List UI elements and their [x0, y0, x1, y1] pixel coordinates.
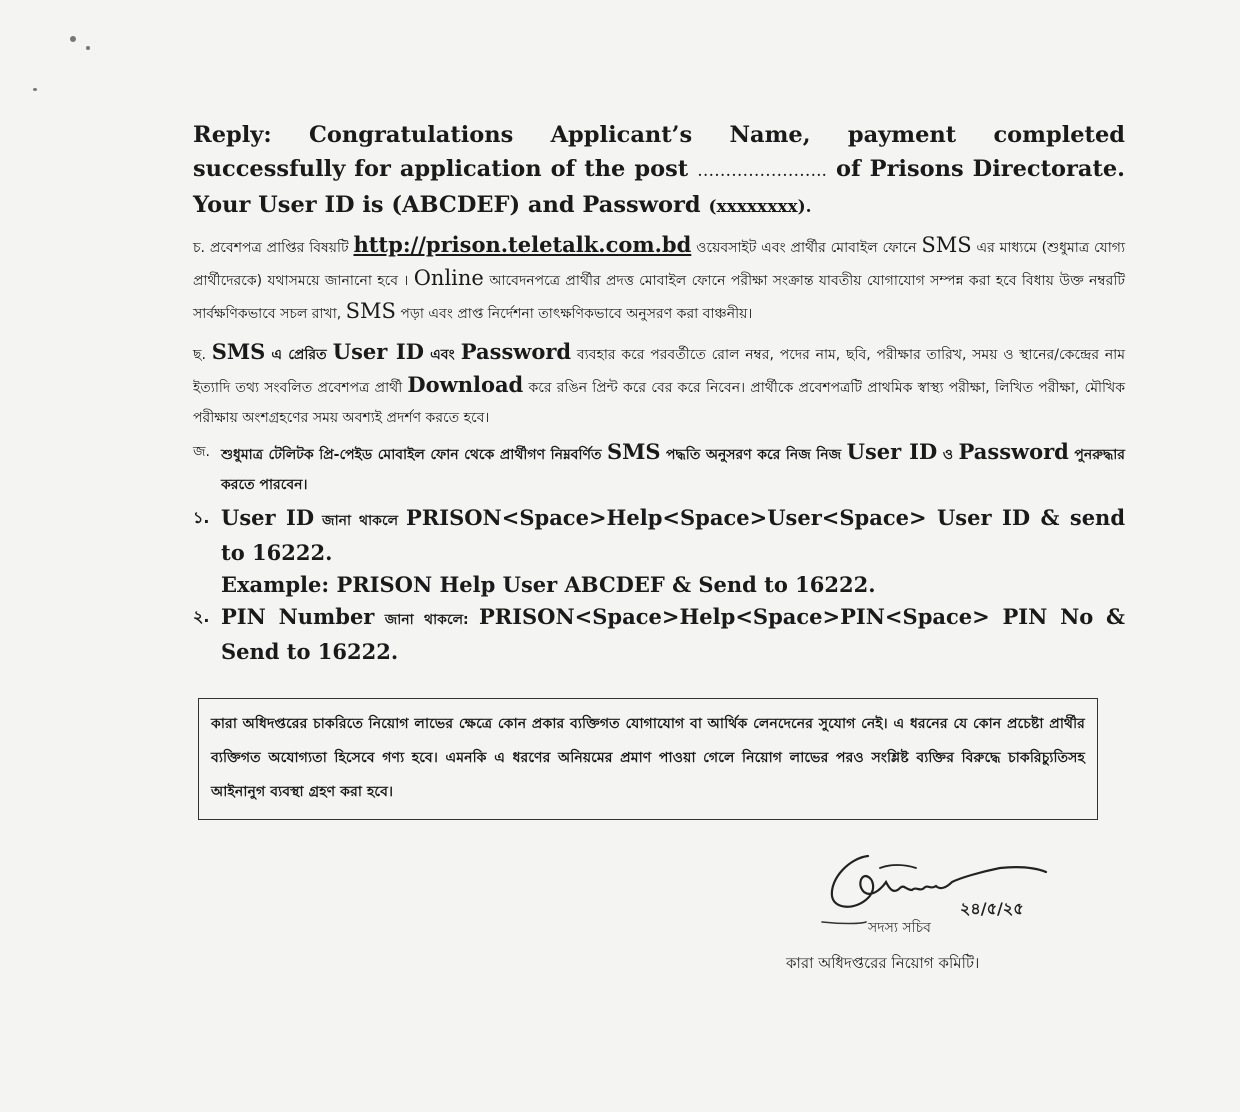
section-ja-text-part: পদ্ধতি অনুসরণ করে নিজ নিজ	[660, 447, 847, 463]
password-value: (xxxxxxxx).	[708, 197, 812, 217]
section-cha-text: প্রবেশপত্র প্রাপ্তির বিষয়টি	[205, 240, 354, 256]
sms-term: SMS	[345, 299, 396, 323]
step-2-text	[221, 601, 1125, 668]
signatory-title: সদস্য সচিব	[868, 920, 931, 936]
step-user-id	[193, 502, 1125, 569]
download-term: Download	[407, 372, 524, 397]
document-body	[193, 118, 1125, 668]
step-2-command: PRISON<Space>Help<Space>PIN<Space> PIN No & Send to 16222.	[221, 604, 1126, 664]
post-blank: …………………..	[697, 161, 827, 181]
section-cha-text: পড়া এবং প্রাপ্ত নির্দেশনা তাৎক্ষণিকভাবে অনুসরণ করা বাঞ্চনীয়।	[395, 306, 753, 322]
section-ja	[193, 437, 1125, 500]
step-1-command: PRISON<Space>Help<Space>User<Space> User ID & send to 16222.	[221, 505, 1126, 565]
scan-speck	[33, 88, 37, 91]
section-chha-text: ব্যবহার করে পরবর্তীতে রোল নম্বর, পদের নাম, ছবি, পরীক্ষার তারিখ, সময় ও স্থানের/কেন্দ্রের নাম ইত্যাদি তথ্য সংবলিত প্রবেশপত্র প্রার্থী	[193, 347, 1126, 396]
section-chha	[193, 337, 1125, 433]
recovery-steps	[193, 502, 1125, 668]
reply-text-part1: Congratulations Applicant’s Name, payment completed successfully for application of the post	[193, 122, 1125, 182]
section-ja-text-part: পুনরুদ্ধার করতে পারবেন।	[221, 447, 1125, 493]
sms-term: SMS	[921, 233, 972, 257]
step-2-marker: ২.	[193, 607, 210, 626]
website-link[interactable]: http://prison.teletalk.com.bd	[353, 232, 692, 257]
sms-term: SMS	[606, 439, 661, 464]
scan-speck	[70, 36, 76, 42]
section-ja-text	[221, 437, 1125, 500]
password-term: Password	[460, 339, 572, 364]
reply-label: Reply:	[193, 122, 272, 148]
user-id-term: User ID	[846, 439, 938, 464]
step-1-text	[221, 502, 1125, 569]
reply-paragraph	[193, 118, 1125, 224]
scan-speck	[86, 46, 90, 50]
reply-text-part2: of Prisons Directorate. Your User ID is (ABCDEF) and Password	[193, 156, 1125, 218]
user-id-term: User ID	[332, 339, 424, 364]
step-2-bangla: জানা থাকলে:	[374, 612, 479, 628]
section-cha-marker: চ.	[193, 240, 206, 256]
signature-date: ২৪/৫/২৫	[960, 899, 1024, 918]
notice-text: কারা অধিদপ্তরের চাকরিতে নিয়োগ লাভের ক্ষেত্রে কোন প্রকার ব্যক্তিগত যোগাযোগ বা আর্থিক লেনদেনের সুযোগ নেই। এ ধরনের যে কোন প্রচেষ্টা প্রার্থীর ব্যক্তিগত অযোগ্যতা হিসেবে গণ্য হবে। এমনকি এ ধরণের অনিয়মের প্রমাণ পাওয়া গেলে নিয়োগ লাভের পরও সংশ্লিষ্ট ব্যক্তির বিরুদ্ধে চাকরিচ্যুতিসহ আইনানুগ ব্যবস্থা গ্রহণ করা হবে।	[211, 716, 1085, 800]
section-cha-text: এর মাধ্যমে (শুধুমাত্র যোগ্য প্রার্থীদেরকে) যথাসময়ে জানানো হবে ।	[193, 240, 1126, 289]
password-term: Password	[958, 439, 1069, 464]
committee-name: কারা অধিদপ্তরের নিয়োগ কমিটি।	[786, 954, 980, 972]
section-chha-text: করে রঙিন প্রিন্ট করে বের করে নিবেন। প্রার্থীকে প্রবেশপত্রটি প্রাথমিক স্বাস্থ্য পরীক্ষা, লিখিত পরীক্ষা, মৌখিক পরীক্ষায় অংশগ্রহণের সময় অবশ্যই প্রদর্শণ করতে হবে।	[193, 380, 1125, 426]
step-1-example: Example: PRISON Help User ABCDEF & Send to 16222.	[221, 572, 876, 597]
sms-term: SMS	[211, 339, 266, 364]
section-chha-text: এ প্রেরিত	[265, 347, 333, 363]
section-ja-marker: জ.	[193, 444, 210, 460]
step-1-marker: ১.	[193, 508, 210, 527]
section-cha-text: আবেদনপত্রে প্রার্থীর প্রদত্ত মোবাইল ফোনে পরীক্ষা সংক্রান্ত যাবতীয় যোগাযোগ সম্পন্ন করা হবে বিধায় উক্ত নম্বরটি সার্বক্ষণিকভাবে সচল রাখা,	[193, 273, 1125, 322]
notice-box	[198, 698, 1098, 820]
handwritten-signature	[820, 838, 1060, 948]
section-cha	[193, 230, 1125, 329]
section-cha-text: ওয়েবসাইট এবং প্রার্থীর মোবাইল ফোনে	[691, 240, 922, 256]
section-chha-marker: ছ.	[193, 347, 206, 363]
section-chha-text: এবং	[423, 347, 461, 363]
step-1-lead: User ID	[221, 505, 315, 530]
section-ja-text-part: ও	[937, 447, 959, 463]
step-pin-number	[193, 601, 1125, 668]
step-2-lead: PIN Number	[221, 604, 375, 629]
section-ja-text-part: শুধুমাত্র টেলিটক প্রি-পেইড মোবাইল ফোন থেকে প্রার্থীগণ নিম্নবর্ণিত	[221, 447, 607, 463]
online-term: Online	[413, 266, 484, 290]
step-1-bangla: জানা থাকলে	[314, 513, 407, 529]
